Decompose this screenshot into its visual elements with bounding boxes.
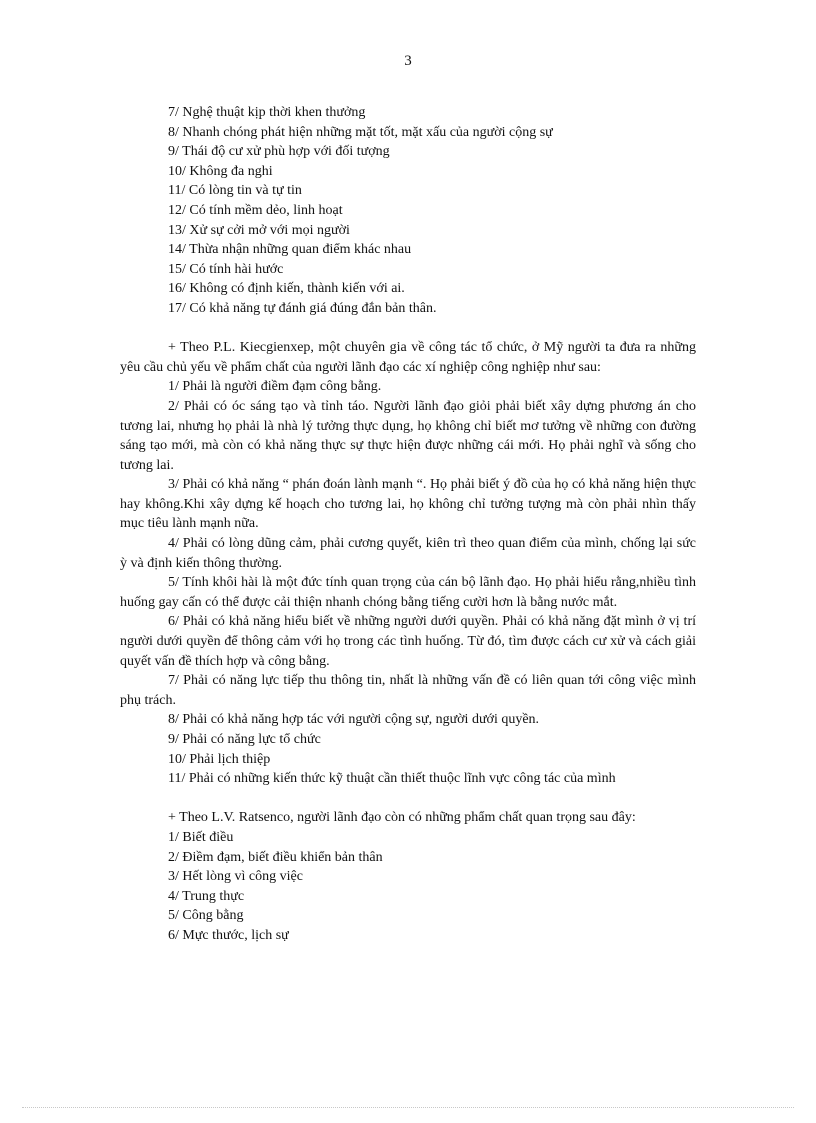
list-item: 4/ Phải có lòng dũng cảm, phải cương quyết, kiên trì theo quan điểm của mình, chống lại sức ỳ và định kiến thông thường. <box>120 536 696 571</box>
section-ratsenco <box>120 808 696 945</box>
list-item: 4/ Trung thực <box>168 888 245 904</box>
page-number: 3 <box>404 53 412 69</box>
paragraph-spacer <box>120 319 696 339</box>
list-item: 1/ Phải là người điềm đạm công bằng. <box>168 379 382 395</box>
list-item: 2/ Điềm đạm, biết điều khiển bản thân <box>168 849 383 865</box>
list-item: 10/ Không đa nghi <box>168 163 273 179</box>
list-item: 17/ Có khả năng tự đánh giá đúng đắn bản thân. <box>168 300 437 316</box>
list-item: 8/ Phải có khả năng hợp tác với người cộng sự, người dưới quyền. <box>168 712 540 728</box>
list-item: 9/ Thái độ cư xử phù hợp với đối tượng <box>168 144 390 160</box>
list-item: 5/ Công bằng <box>168 908 244 924</box>
section-intro: + Theo P.L. Kiecgienxep, một chuyên gia về công tác tổ chức, ở Mỹ người ta đưa ra những yêu cầu chủ yếu về phẩm chất của người lãnh đạo các xí nghiệp công nghiệp như sau: <box>120 340 696 375</box>
list-item: 7/ Nghệ thuật kịp thời khen thưởng <box>168 105 366 120</box>
list-item: 12/ Có tính mềm dẻo, linh hoạt <box>168 202 343 218</box>
document-body <box>120 103 696 946</box>
paragraph-spacer <box>120 789 696 809</box>
list-item: 5/ Tính khôi hài là một đức tính quan trọng của cán bộ lãnh đạo. Họ phải hiểu rằng,nhiều tình huống gay cấn có thể được cải thiện nhanh chóng bằng tiếng cười hơn là bằng nước mắt. <box>120 575 696 610</box>
list-item: 13/ Xử sự cởi mở với mọi người <box>168 222 350 238</box>
list-item: 3/ Hết lòng vì công việc <box>168 869 303 885</box>
list-item: 15/ Có tính hài hước <box>168 261 284 277</box>
list-item: 10/ Phải lịch thiệp <box>168 751 271 767</box>
list-item: 7/ Phải có năng lực tiếp thu thông tin, nhất là những vấn đề có liên quan tới công việc mình phụ trách. <box>120 673 696 708</box>
list-item: 2/ Phải có óc sáng tạo và tỉnh táo. Người lãnh đạo giỏi phải biết xây dựng phương án cho tương lai, nhưng họ phải là nhà lý tưởng thực dụng, họ không chỉ biết mơ tưởng về những con đường sáng tạo mới, mà còn có khả năng thực sự thực hiện được những cái mới. Họ phải nghĩ và sống cho tương lai. <box>120 398 696 473</box>
list-item: 11/ Có lòng tin và tự tin <box>168 183 302 199</box>
section-kiecgienxep <box>120 338 696 789</box>
list-item: 6/ Mực thước, lịch sự <box>168 927 289 943</box>
qualities-list-continued <box>120 103 696 319</box>
list-item: 8/ Nhanh chóng phát hiện những mặt tốt, mặt xấu của người cộng sự <box>168 124 553 140</box>
page-bottom-border <box>22 1107 794 1108</box>
list-item: 9/ Phải có năng lực tổ chức <box>168 732 321 747</box>
section-intro: + Theo L.V. Ratsenco, người lãnh đạo còn có những phẩm chất quan trọng sau đây: <box>168 810 636 826</box>
list-item: 16/ Không có định kiến, thành kiến với ai. <box>168 281 405 297</box>
list-item: 11/ Phải có những kiến thức kỹ thuật cần thiết thuộc lĩnh vực công tác của mình <box>168 771 616 787</box>
list-item: 14/ Thừa nhận những quan điểm khác nhau <box>168 242 412 258</box>
list-item: 1/ Biết điều <box>168 829 234 845</box>
list-item: 6/ Phải có khả năng hiểu biết về những người dưới quyền. Phải có khả năng đặt mình ở vị trí người dưới quyền để thông cảm với họ trong các tình huống. Từ đó, tìm được cách cư xử và cách giải quyết vấn đề thích hợp và công bằng. <box>120 614 696 669</box>
list-item: 3/ Phải có khả năng “ phán đoán lành mạnh “. Họ phải biết ý đồ của họ có khả năng hiện thực hay không.Khi xây dựng kế hoạch cho tương lai, họ không chỉ tưởng tượng mà còn phải nhìn thấy mục tiêu lành mạnh nữa. <box>120 477 696 532</box>
